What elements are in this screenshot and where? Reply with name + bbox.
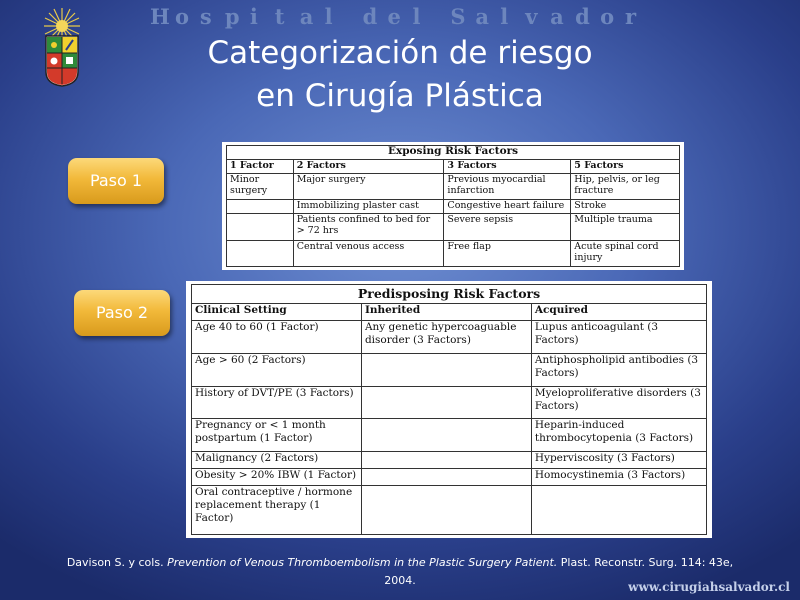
table-cell <box>361 386 531 419</box>
table-cell <box>227 240 294 267</box>
citation-authors: Davison S. y cols. <box>66 556 168 569</box>
header-letter: e <box>387 4 401 29</box>
slide-title-line-2: en Cirugía Plástica <box>256 78 544 114</box>
table-cell: Severe sepsis <box>444 214 571 240</box>
header-letter: o <box>600 4 615 29</box>
table-cell <box>361 452 531 469</box>
exposing-table-title: Exposing Risk Factors <box>227 146 680 160</box>
table-cell: Stroke <box>571 200 680 214</box>
shield-logo-icon <box>44 34 80 88</box>
table-cell <box>227 200 294 214</box>
header-letter: a <box>550 4 564 29</box>
header-letter: r <box>625 4 637 29</box>
table-row <box>192 321 707 354</box>
table-cell: Antiphospholipid antibodies (3 Factors) <box>531 353 706 386</box>
table-cell: Previous myocardial infarction <box>444 173 571 199</box>
table-cell: Free flap <box>444 240 571 267</box>
predisposing-table-title: Predisposing Risk Factors <box>192 285 707 304</box>
table-cell: Obesity > 20% IBW (1 Factor) <box>192 469 362 486</box>
table-cell: Heparin-induced thrombocytopenia (3 Factors) <box>531 419 706 452</box>
table-row <box>192 486 707 535</box>
slide-title-line-1: Categorización de riesgo <box>207 35 593 71</box>
exposing-header-row <box>227 160 680 174</box>
table-cell: Age > 60 (2 Factors) <box>192 353 362 386</box>
citation-article-title: Prevention of Venous Thromboembolism in the Plastic Surgery Patient. <box>167 556 558 569</box>
table-cell <box>361 419 531 452</box>
header-letter: s <box>199 4 212 29</box>
table-cell: Hip, pelvis, or leg fracture <box>571 173 680 199</box>
header-letter: d <box>575 4 590 29</box>
table-cell: Homocystinemia (3 Factors) <box>531 469 706 486</box>
table-cell <box>361 486 531 535</box>
table-row <box>192 353 707 386</box>
column-header: Clinical Setting <box>192 304 362 321</box>
table-cell: Major surgery <box>293 173 444 199</box>
header-letter: l <box>324 4 333 29</box>
column-header: Acquired <box>531 304 706 321</box>
table-cell: Oral contraceptive / hormone replacement therapy (1 Factor) <box>192 486 362 535</box>
column-header: Inherited <box>361 304 531 321</box>
table-row <box>227 200 680 214</box>
table-row <box>227 240 680 267</box>
table-row <box>227 214 680 240</box>
header-letter: d <box>362 4 378 29</box>
predisposing-header-row <box>192 304 707 321</box>
slide-title <box>150 32 650 118</box>
citation-journal: Plast. Reconstr. Surg. 114: 43e, <box>557 556 734 569</box>
table-row <box>192 386 707 419</box>
table-cell: Central venous access <box>293 240 444 267</box>
column-header: 1 Factor <box>227 160 294 174</box>
table-cell: Minor surgery <box>227 173 294 199</box>
header-letter: H <box>150 4 170 29</box>
table-row <box>192 452 707 469</box>
table-cell <box>531 486 706 535</box>
table-cell: Age 40 to 60 (1 Factor) <box>192 321 362 354</box>
table-cell: Lupus anticoagulant (3 Factors) <box>531 321 706 354</box>
table-cell: Any genetic hypercoaguable disorder (3 Factors) <box>361 321 531 354</box>
column-header: 5 Factors <box>571 160 680 174</box>
step-1-button[interactable]: Paso 1 <box>68 158 164 204</box>
predisposing-risk-factors-table <box>186 281 712 538</box>
table-cell: Multiple trauma <box>571 214 680 240</box>
header-letter: S <box>450 4 466 29</box>
table-cell: Malignancy (2 Factors) <box>192 452 362 469</box>
table-cell: Patients confined to bed for > 72 hrs <box>293 214 444 240</box>
table-row <box>192 419 707 452</box>
exposing-risk-factors-table <box>222 142 684 270</box>
table-cell: Hyperviscosity (3 Factors) <box>531 452 706 469</box>
column-header: 3 Factors <box>444 160 571 174</box>
table-cell <box>361 353 531 386</box>
header-letter: p <box>224 4 240 29</box>
table-row <box>227 173 680 199</box>
column-header: 2 Factors <box>293 160 444 174</box>
hospital-name-header <box>150 4 670 32</box>
table-cell: Acute spinal cord injury <box>571 240 680 267</box>
table-cell <box>361 469 531 486</box>
table-cell: History of DVT/PE (3 Factors) <box>192 386 362 419</box>
header-letter: t <box>274 4 285 29</box>
footer-website-url[interactable]: www.cirugiahsalvador.cl <box>628 580 790 594</box>
header-letter: a <box>299 4 314 29</box>
header-letter: o <box>174 4 189 29</box>
table-cell: Congestive heart failure <box>444 200 571 214</box>
header-letter: a <box>475 4 489 29</box>
table-cell: Pregnancy or < 1 month postpartum (1 Factor) <box>192 419 362 452</box>
step-2-button[interactable]: Paso 2 <box>74 290 170 336</box>
citation-year: 2004. <box>384 574 416 587</box>
table-row <box>192 469 707 486</box>
header-letter: l <box>412 4 421 29</box>
table-cell: Myeloproliferative disorders (3 Factors) <box>531 386 706 419</box>
table-cell: Immobilizing plaster cast <box>293 200 444 214</box>
table-cell <box>227 214 294 240</box>
header-letter: l <box>500 4 509 29</box>
header-letter: v <box>525 4 538 29</box>
header-letter: i <box>249 4 258 29</box>
